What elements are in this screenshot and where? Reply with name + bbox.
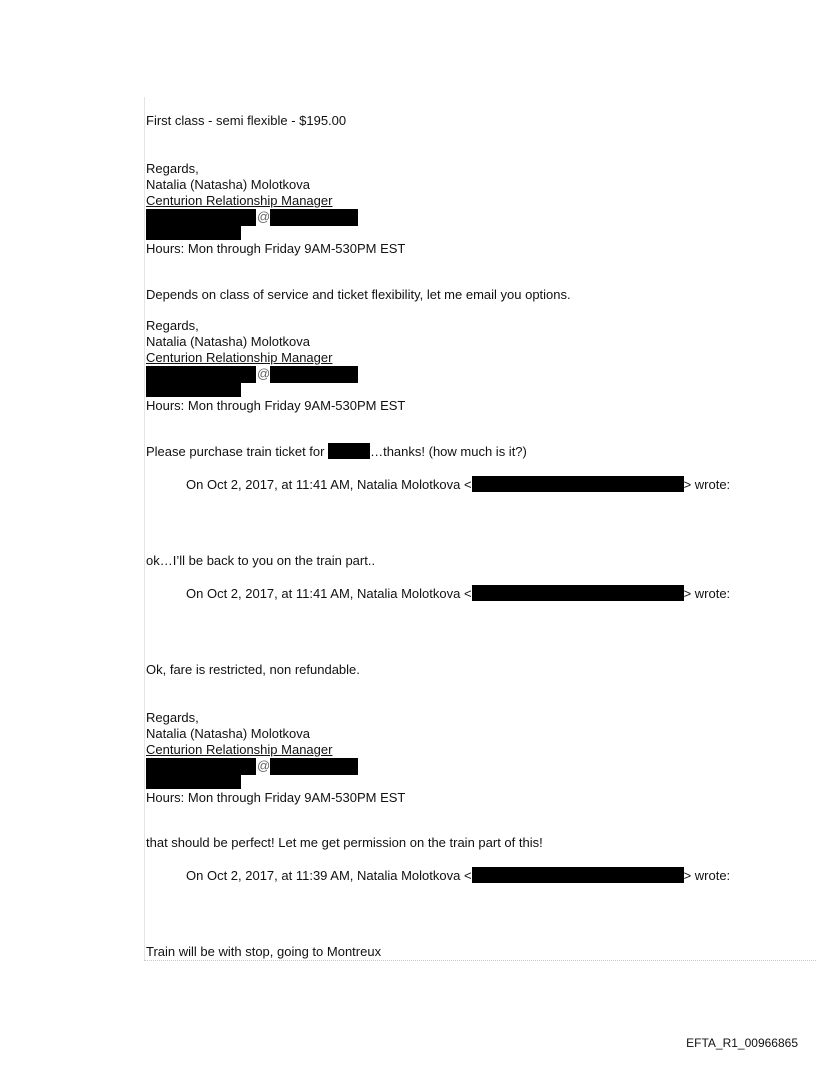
signature-title: Centurion Relationship Manager <box>146 193 333 208</box>
document-id: EFTA_R1_00966865 <box>686 1036 798 1050</box>
bottom-rule <box>144 960 816 961</box>
redaction-box <box>146 209 256 226</box>
redaction-box <box>146 775 241 789</box>
quote-header-text: On Oct 2, 2017, at 11:41 AM, Natalia Molotkova < <box>186 586 472 601</box>
redaction-box <box>146 383 241 397</box>
message-body-montreux: Train will be with stop, going to Montreux <box>146 944 382 959</box>
signature-regards: Regards, <box>146 161 199 176</box>
quote-header <box>186 585 730 602</box>
signature-hours: Hours: Mon through Friday 9AM-530PM EST <box>146 790 406 805</box>
quote-header-text: > wrote: <box>683 477 731 492</box>
redaction-box <box>270 366 358 383</box>
message-body-restricted: Ok, fare is restricted, non refundable. <box>146 662 360 677</box>
message-body-options: Depends on class of service and ticket flexibility, let me email you options. <box>146 287 571 302</box>
redaction-box <box>472 867 684 883</box>
signature-regards: Regards, <box>146 710 199 725</box>
quote-header <box>186 476 730 493</box>
redaction-box <box>146 758 256 775</box>
message-text: Please purchase train ticket for <box>146 444 329 459</box>
quote-header <box>186 867 730 884</box>
signature-regards: Regards, <box>146 318 199 333</box>
redaction-box <box>270 209 358 226</box>
quote-header-text: > wrote: <box>683 586 731 601</box>
redaction-box <box>270 758 358 775</box>
signature-hours: Hours: Mon through Friday 9AM-530PM EST <box>146 241 406 256</box>
quote-header-text: On Oct 2, 2017, at 11:39 AM, Natalia Molotkova < <box>186 868 472 883</box>
email-at-sign: @ <box>257 366 271 381</box>
redaction-box <box>472 476 684 492</box>
message-body-train-part: ok…I’ll be back to you on the train part.. <box>146 553 376 568</box>
message-body-permission: that should be perfect! Let me get permission on the train part of this! <box>146 835 543 850</box>
signature-title: Centurion Relationship Manager <box>146 350 333 365</box>
signature-name: Natalia (Natasha) Molotkova <box>146 334 311 349</box>
email-at-sign: @ <box>257 758 271 773</box>
message-body-purchase <box>146 443 527 460</box>
quote-header-text: > wrote: <box>683 868 731 883</box>
signature-name: Natalia (Natasha) Molotkova <box>146 177 311 192</box>
redaction-box <box>328 443 370 459</box>
quote-header-text: On Oct 2, 2017, at 11:41 AM, Natalia Molotkova < <box>186 477 472 492</box>
email-at-sign: @ <box>257 209 271 224</box>
message-text: …thanks! (how much is it?) <box>370 444 527 459</box>
quote-rule <box>144 97 145 961</box>
redaction-box <box>146 226 241 240</box>
redaction-box <box>146 366 256 383</box>
redaction-box <box>472 585 684 601</box>
message-body-fare: First class - semi flexible - $195.00 <box>146 113 347 128</box>
signature-title: Centurion Relationship Manager <box>146 742 333 757</box>
signature-name: Natalia (Natasha) Molotkova <box>146 726 311 741</box>
signature-hours: Hours: Mon through Friday 9AM-530PM EST <box>146 398 406 413</box>
